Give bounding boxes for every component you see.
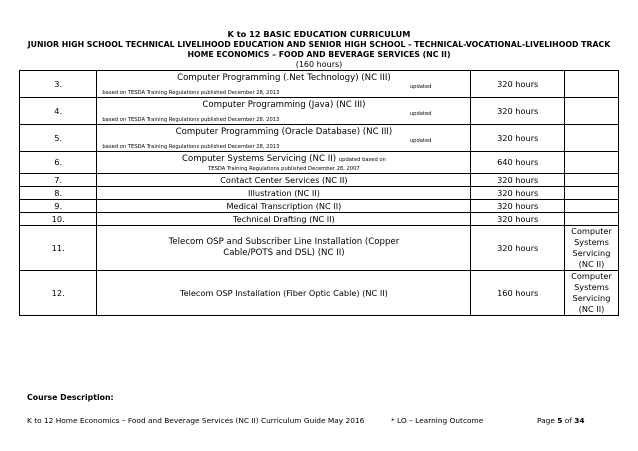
specialization-cell [97, 226, 471, 271]
table-row [20, 152, 619, 174]
specializations-table [19, 70, 619, 316]
row-number: 9. [20, 200, 97, 213]
prerequisite-cell: Computer Systems Servicing (NC II) [564, 271, 618, 316]
row-number: 11. [20, 226, 97, 271]
row-number: 6. [20, 152, 97, 174]
row-number: 12. [20, 271, 97, 316]
table-row [20, 226, 619, 271]
table-row [20, 271, 619, 316]
prerequisite-cell [564, 98, 618, 125]
specialization-cell [97, 98, 471, 125]
hours-cell: 320 hours [471, 226, 565, 271]
specialization-title: Illustration (NC II) [97, 187, 471, 200]
track-title: JUNIOR HIGH SCHOOL TECHNICAL LIVELIHOOD EDUCATION AND SENIOR HIGH SCHOOL - TECHNICAL-VOCATIONAL-LIVELIHOOD TRACK [27, 40, 611, 49]
specialization-title: Contact Center Services (NC II) [97, 174, 471, 187]
row-number: 4. [20, 98, 97, 125]
prerequisite-cell [564, 187, 618, 200]
table-row [20, 71, 619, 98]
prerequisite-cell [564, 174, 618, 187]
subject-title: HOME ECONOMICS – FOOD AND BEVERAGE SERVICES (NC II) [187, 50, 451, 59]
row-number: 10. [20, 213, 97, 226]
specialization-title: Computer Programming (Oracle Database) (NC III) [175, 126, 393, 137]
prerequisite-cell [564, 200, 618, 213]
updated-note: updated [409, 110, 432, 117]
table-row [20, 98, 619, 125]
basis-note: TESDA Training Regulations published December 28, 2007 [208, 165, 360, 172]
specialization-title-line-2: Cable/POTS and DSL) (NC II) [223, 248, 345, 258]
specialization-title: Technical Drafting (NC II) [97, 213, 471, 226]
updated-note: updated [409, 137, 432, 144]
hours-cell: 320 hours [471, 174, 565, 187]
hours-cell: 320 hours [471, 125, 565, 152]
page-header [0, 0, 638, 69]
hours-cell: 640 hours [471, 152, 565, 174]
updated-note: updated [409, 83, 432, 90]
page-of: of [564, 416, 572, 425]
specialization-title: Computer Programming (Java) (NC III) [202, 99, 366, 110]
prerequisite-cell [564, 125, 618, 152]
hours-cell: 320 hours [471, 213, 565, 226]
hours-cell: 320 hours [471, 71, 565, 98]
prerequisite-cell [564, 71, 618, 98]
hours-cell: 320 hours [471, 98, 565, 125]
hours-cell: 160 hours [471, 271, 565, 316]
prerequisite-cell: Computer Systems Servicing (NC II) [564, 226, 618, 271]
footer-lo-note: * LO – Learning Outcome [391, 416, 484, 425]
basis-note: based on TESDA Training Regulations published December 28, 2013 [102, 143, 280, 150]
total-pages: 34 [574, 416, 585, 425]
table-row [20, 125, 619, 152]
table-row [20, 187, 619, 200]
table-row [20, 200, 619, 213]
specialization-title-line-1: Telecom OSP and Subscriber Line Installation (Copper [168, 237, 400, 247]
specialization-cell [97, 125, 471, 152]
basis-note: based on TESDA Training Regulations published December 28, 2013 [102, 89, 280, 96]
prerequisite-cell [564, 213, 618, 226]
row-number: 3. [20, 71, 97, 98]
page-number [537, 416, 585, 425]
specialization-cell [97, 71, 471, 98]
basis-note: based on TESDA Training Regulations published December 28, 2013 [102, 116, 280, 123]
specialization-cell [97, 152, 471, 174]
course-description-label: Course Description: [27, 393, 114, 402]
total-hours: (160 hours) [295, 60, 343, 69]
row-number: 7. [20, 174, 97, 187]
hours-cell: 320 hours [471, 187, 565, 200]
page-prefix: Page [537, 416, 555, 425]
updated-note: updated based on [338, 156, 386, 163]
specialization-title-line [100, 154, 467, 166]
specialization-title: Computer Systems Servicing (NC II) [181, 153, 337, 164]
specialization-title: Computer Programming (.Net Technology) (NC III) [177, 72, 391, 83]
footer-guide-title: K to 12 Home Economics – Food and Beverage Services (NC II) Curriculum Guide May 2016 [27, 416, 365, 425]
row-number: 5. [20, 125, 97, 152]
row-number: 8. [20, 187, 97, 200]
current-page: 5 [557, 416, 563, 425]
table-row [20, 174, 619, 187]
specialization-title: Medical Transcription (NC II) [97, 200, 471, 213]
specialization-title: Telecom OSP Installation (Fiber Optic Cable) (NC II) [97, 271, 471, 316]
curriculum-title: K to 12 BASIC EDUCATION CURRICULUM [227, 29, 411, 39]
hours-cell: 320 hours [471, 200, 565, 213]
prerequisite-cell [564, 152, 618, 174]
table-row [20, 213, 619, 226]
